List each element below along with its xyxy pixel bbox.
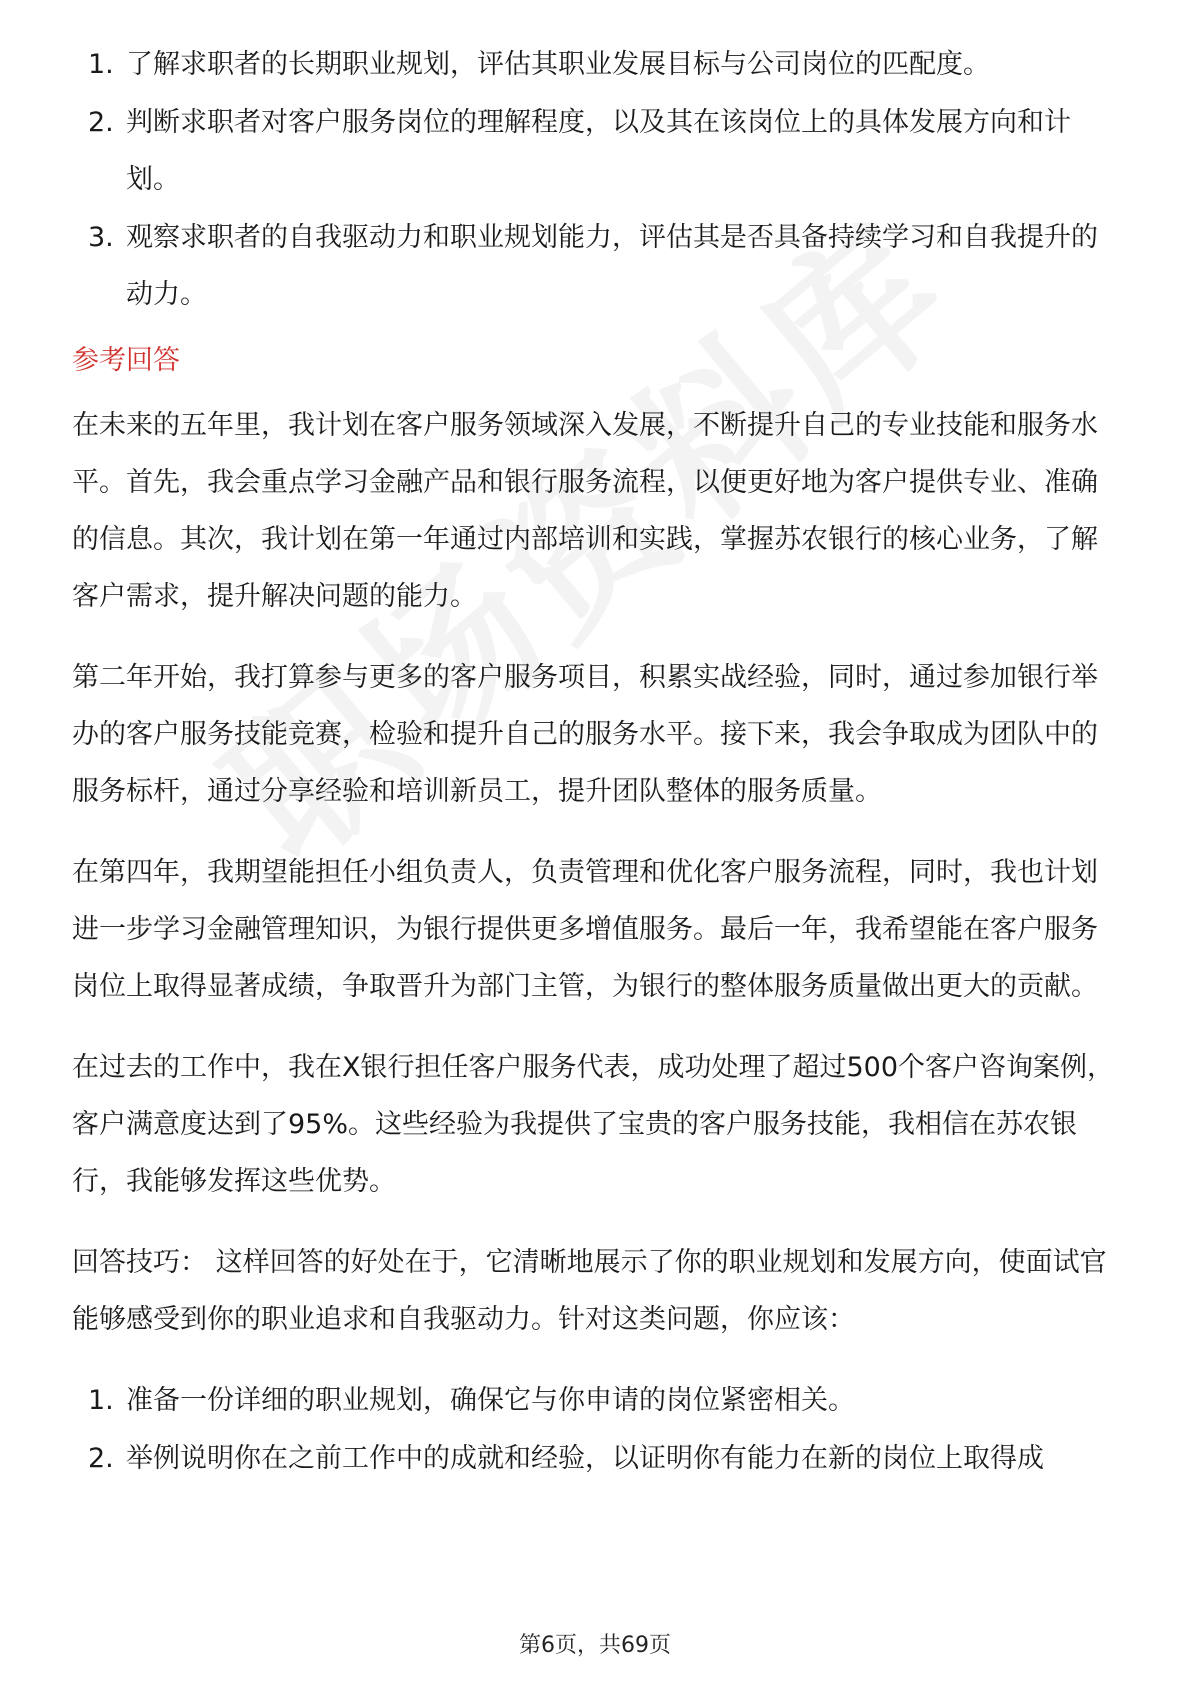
answer-paragraph: 第二年开始，我打算参与更多的客户服务项目，积累实战经验，同时，通过参加银行举办的客户服务技能竞赛，检验和提升自己的服务水平。接下来，我会争取成为团队中的服务标杆，通过分享经验和培训新员工，提升团队整体的服务质量。 — [72, 662, 1098, 807]
list-item-text: 举例说明你在之前工作中的成就和经验，以证明你有能力在新的岗位上取得成 — [126, 1443, 1044, 1474]
section-title: 参考回答 — [72, 345, 180, 376]
list-number: 2. — [88, 1443, 114, 1474]
list-number: 1. — [88, 1385, 114, 1416]
answer-paragraph: 在未来的五年里，我计划在客户服务领域深入发展，不断提升自己的专业技能和服务水平。首先，我会重点学习金融产品和银行服务流程，以便更好地为客户提供专业、准确的信息。其次，我计划在第一年通过内部培训和实践，掌握苏农银行的核心业务，了解客户需求，提升解决问题的能力。 — [72, 410, 1098, 612]
list-item-text: 判断求职者对客户服务岗位的理解程度，以及其在该岗位上的具体发展方向和计划。 — [126, 107, 1071, 195]
list-item-text: 观察求职者的自我驱动力和职业规划能力，评估其是否具备持续学习和自我提升的动力。 — [126, 222, 1098, 310]
page-content — [72, 36, 1122, 1488]
list-item — [72, 1372, 1122, 1429]
tips-paragraph: 回答技巧： 这样回答的好处在于，它清晰地展示了你的职业规划和发展方向，使面试官能够感受到你的职业追求和自我驱动力。针对这类问题，你应该： — [72, 1247, 1107, 1335]
tips-list — [72, 1372, 1122, 1487]
page-footer: 第6页，共69页 — [519, 1633, 671, 1658]
list-item-text: 准备一份详细的职业规划，确保它与你申请的岗位紧密相关。 — [126, 1385, 855, 1416]
answer-paragraph: 在过去的工作中，我在X银行担任客户服务代表，成功处理了超过500个客户咨询案例，客户满意度达到了95%。这些经验为我提供了宝贵的客户服务技能，我相信在苏农银行，我能够发挥这些优势。 — [72, 1052, 1115, 1197]
list-item — [72, 209, 1122, 323]
list-item — [72, 36, 1122, 93]
list-number: 2. — [88, 107, 114, 138]
list-number: 1. — [88, 49, 114, 80]
list-item — [72, 94, 1122, 208]
answer-paragraph: 在第四年，我期望能担任小组负责人，负责管理和优化客户服务流程，同时，我也计划进一步学习金融管理知识，为银行提供更多增值服务。最后一年，我希望能在客户服务岗位上取得显著成绩，争取晋升为部门主管，为银行的整体服务质量做出更大的贡献。 — [72, 857, 1098, 1002]
list-item — [72, 1430, 1122, 1487]
list-number: 3. — [88, 222, 114, 253]
list-item-text: 了解求职者的长期职业规划，评估其职业发展目标与公司岗位的匹配度。 — [126, 49, 990, 80]
intro-list — [72, 36, 1122, 323]
